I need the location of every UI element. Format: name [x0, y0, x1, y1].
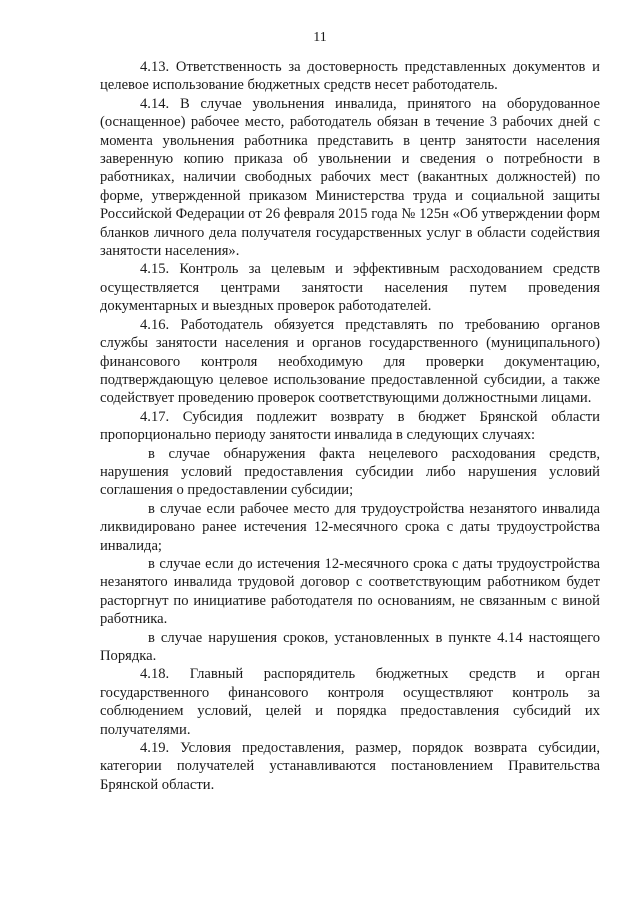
paragraph-4-17-case-liquidation: в случае если рабочее место для трудоустройства незанятого инвалида ликвидировано ранее истечения 12-месячного срока с даты трудоустройства инвалида;: [100, 500, 600, 554]
paragraph-4-13: 4.13. Ответственность за достоверность представленных документов и целевое использование бюджетных средств несет работодатель.: [100, 59, 600, 94]
paragraph-4-15: 4.15. Контроль за целевым и эффективным расходованием средств осуществляется центрами занятости населения путем проведения документарных и выездных проверок работодателей.: [100, 261, 600, 315]
paragraph-4-17: 4.17. Субсидия подлежит возврату в бюджет Брянской области пропорционально периоду занятости инвалида в следующих случаях:: [100, 408, 600, 444]
paragraph-4-19: 4.19. Условия предоставления, размер, порядок возврата субсидии, категории получателей устанавливаются постановлением Правительства Брянской области.: [100, 740, 600, 793]
paragraph-4-17-case-misuse: в случае обнаружения факта нецелевого расходования средств, нарушения условий предоставления субсидии либо нарушения условий соглашения о предоставлении субсидии;: [100, 445, 600, 499]
paragraph-4-16: 4.16. Работодатель обязуется представлять по требованию органов службы занятости населения и органов государственного (муниципального) финансового контроля необходимую для проверки документацию, подтверждающую целевое использование предоставленной субсидии, а также содействует проведению проверок соответствующими должностными лицами.: [100, 316, 600, 407]
paragraph-4-17-case-deadline: в случае нарушения сроков, установленных в пункте 4.14 настоящего Порядка.: [100, 629, 600, 664]
document-body: [100, 58, 600, 794]
paragraph-4-14: 4.14. В случае увольнения инвалида, принятого на оборудованное (оснащенное) рабочее место, работодатель обязан в течение 3 рабочих дней с момента увольнения работника представить в центр занятости населения заверенную копию приказа об увольнении и сведения о потребности в работниках, наличии свободных рабочих мест (вакантных должностей) по форме, утвержденной приказом Министерства труда и социальной защиты Российской Федерации от 26 февраля 2015 года № 125н «Об утверждении форм бланков личного дела получателя государственных услуг в области содействия занятости населения».: [100, 95, 600, 260]
page-number: 11: [313, 30, 327, 45]
paragraph-4-17-case-termination: в случае если до истечения 12-месячного срока с даты трудоустройства незанятого инвалида трудовой договор с соответствующим работником будет расторгнут по инициативе работодателя по основаниям, не связанным с виной работника.: [100, 555, 600, 628]
paragraph-4-18: 4.18. Главный распорядитель бюджетных средств и орган государственного финансового контроля осуществляют контроль за соблюдением условий, целей и порядка предоставления субсидий их получателями.: [100, 666, 600, 738]
